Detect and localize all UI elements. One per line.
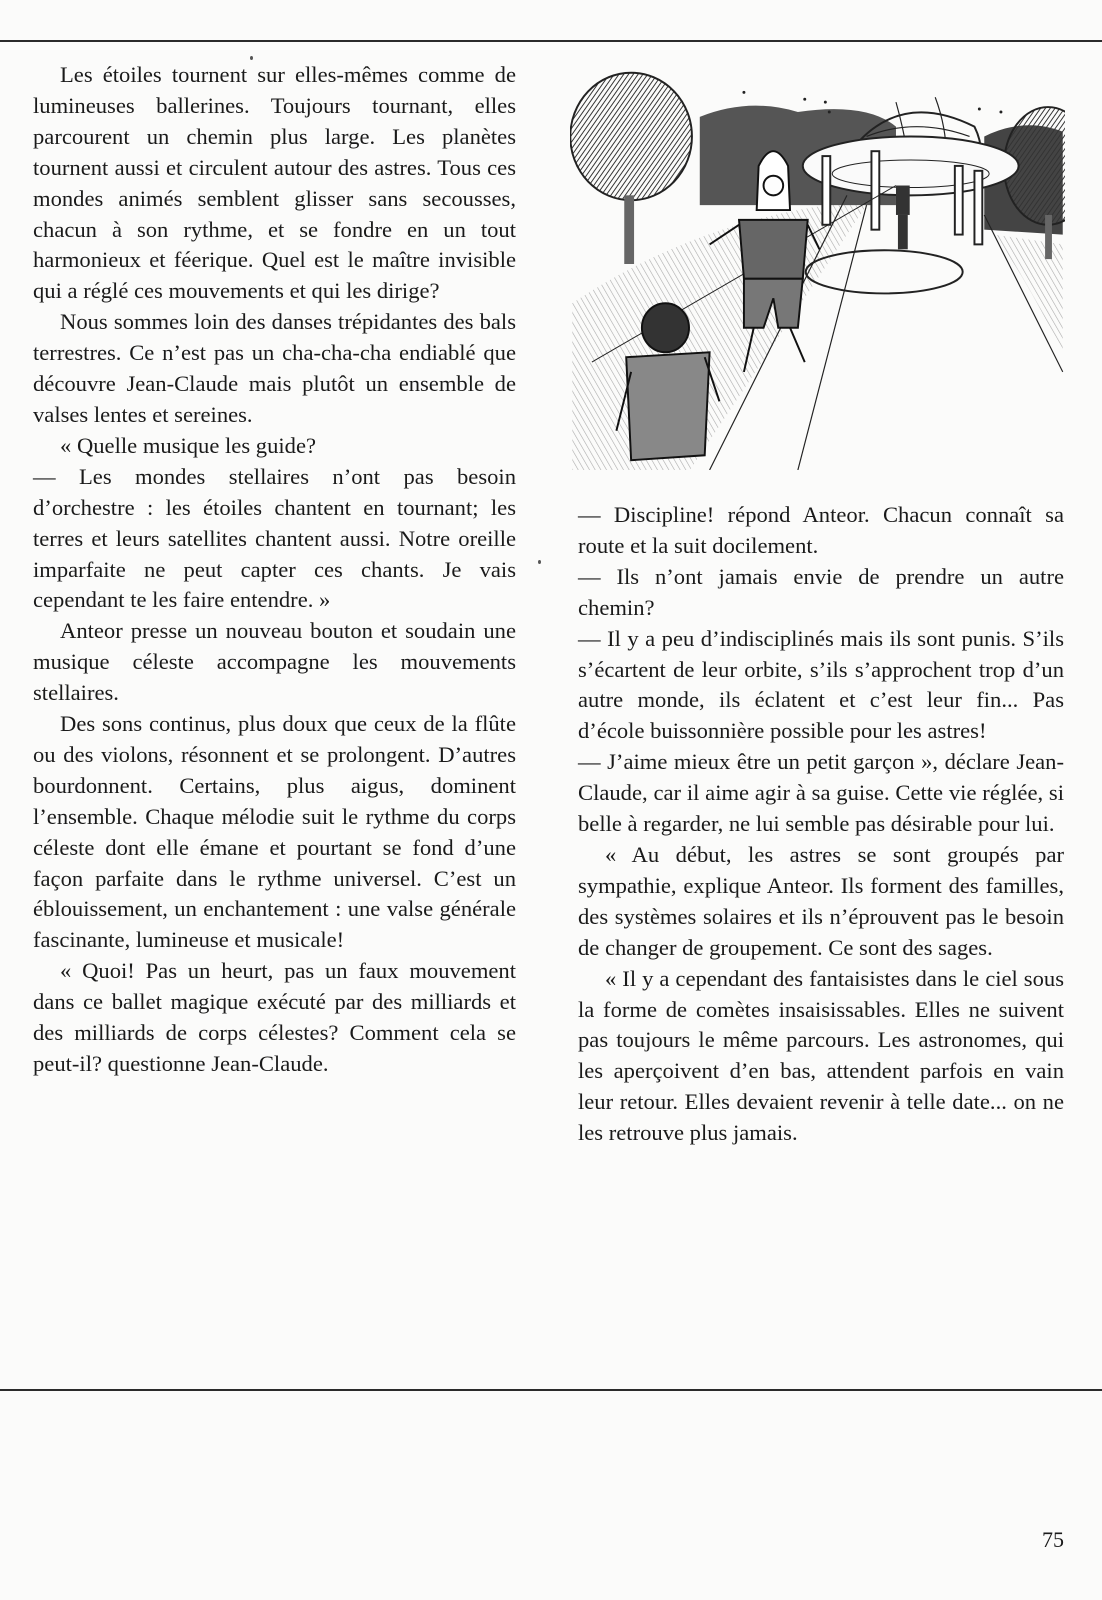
- tree-left-trunk: [624, 195, 634, 264]
- paragraph: — Discipline! répond Anteor. Chacun connaît sa route et la suit docilement.: [578, 502, 1064, 558]
- paragraph: Les étoiles tournent sur elles-mêmes comme de lumineuses ballerines. Toujours tournant, elles parcourent un chemin plus large. Les planètes tournent aussi et circulent autour des astres. Tous ces mondes animés semblent glisser sans secousses, chacun à son rythme, et se fondre en un tout harmonieux et féerique. Quel est le maître invisible qui a réglé ces mouvements et qui les dirige?: [33, 62, 516, 304]
- bottom-rule: [0, 1389, 1102, 1391]
- paragraph: Des sons continus, plus doux que ceux de la flûte ou des violons, résonnent et se prolongent. D’autres bourdonnent. Certains, plus aigus, dominent l’ensemble. Chaque mélodie suit le rythme du corps céleste dont elle émane et pourtant se fond d’une façon parfaite dans le rythme universel. C’est un éblouissement, un enchantement : une valse générale fascinante, lumineuse et musicale!: [33, 711, 516, 953]
- left-text-column: [33, 60, 516, 1080]
- illustration: [570, 58, 1065, 470]
- top-rule: [0, 40, 1102, 42]
- paragraph: Nous sommes loin des danses trépidantes des bals terrestres. Ce n’est pas un cha-cha-cha endiablé que découvre Jean-Claude mais plutôt un ensemble de valses lentes et sereines.: [33, 309, 516, 427]
- paragraph: — J’aime mieux être un petit garçon », déclare Jean-Claude, car il aime agir à sa guise. Cette vie réglée, si belle à regarder, ne lui semble pas désirable pour lui.: [578, 749, 1064, 837]
- tree-right-trunk: [1045, 215, 1052, 259]
- print-speck: [538, 560, 541, 564]
- tree-left-crown: [570, 73, 692, 201]
- spaceship-scene-drawing: [570, 58, 1065, 470]
- paragraph: — Il y a peu d’indisciplinés mais ils sont punis. S’ils s’écartent de leur orbite, s’ils s’approchent trop d’un autre monde, ils éclatent et c’est leur fin... Pas d’école buissonnière possible pour les astres!: [578, 625, 1064, 744]
- right-text-column: [578, 500, 1064, 1149]
- paragraph: « Quelle musique les guide?: [60, 432, 316, 458]
- paragraph: — Ils n’ont jamais envie de prendre un autre chemin?: [578, 563, 1064, 620]
- small-figure: [896, 186, 910, 250]
- paragraph: « Au début, les astres se sont groupés par sympathie, explique Anteor. Ils forment des familles, des systèmes solaires et ils n’éprouvent pas le besoin de changer de groupement. Ce sont des sages.: [578, 841, 1064, 960]
- page-number: 75: [1042, 1527, 1064, 1552]
- print-speck: [250, 56, 253, 60]
- paragraph: « Il y a cependant des fantaisistes dans le ciel sous la forme de comètes insaisissables. Elles ne suivent pas toujours le même parcours. Les astronomes, qui les aperçoivent d’en bas, attendent parfois en vain leur retour. Elles devaient revenir à telle date... on ne les retrouve plus jamais.: [578, 965, 1064, 1146]
- ground-right: [994, 235, 1063, 353]
- paragraph: — Les mondes stellaires n’ont pas besoin d’orchestre : les étoiles chantent en tournant; les terres et leurs satellites chantent aussi. Notre oreille imparfaite ne peut capter ces chants. Je vais cependant te les faire entendre. »: [33, 463, 516, 613]
- paragraph: Anteor presse un nouveau bouton et soudain une musique céleste accompagne les mouvements stellaires.: [33, 618, 516, 706]
- paragraph: « Quoi! Pas un heurt, pas un faux mouvement dans ce ballet magique exécuté par des milliards et des milliards de corps célestes? Comment cela se peut-il? questionne Jean-Claude.: [33, 958, 516, 1076]
